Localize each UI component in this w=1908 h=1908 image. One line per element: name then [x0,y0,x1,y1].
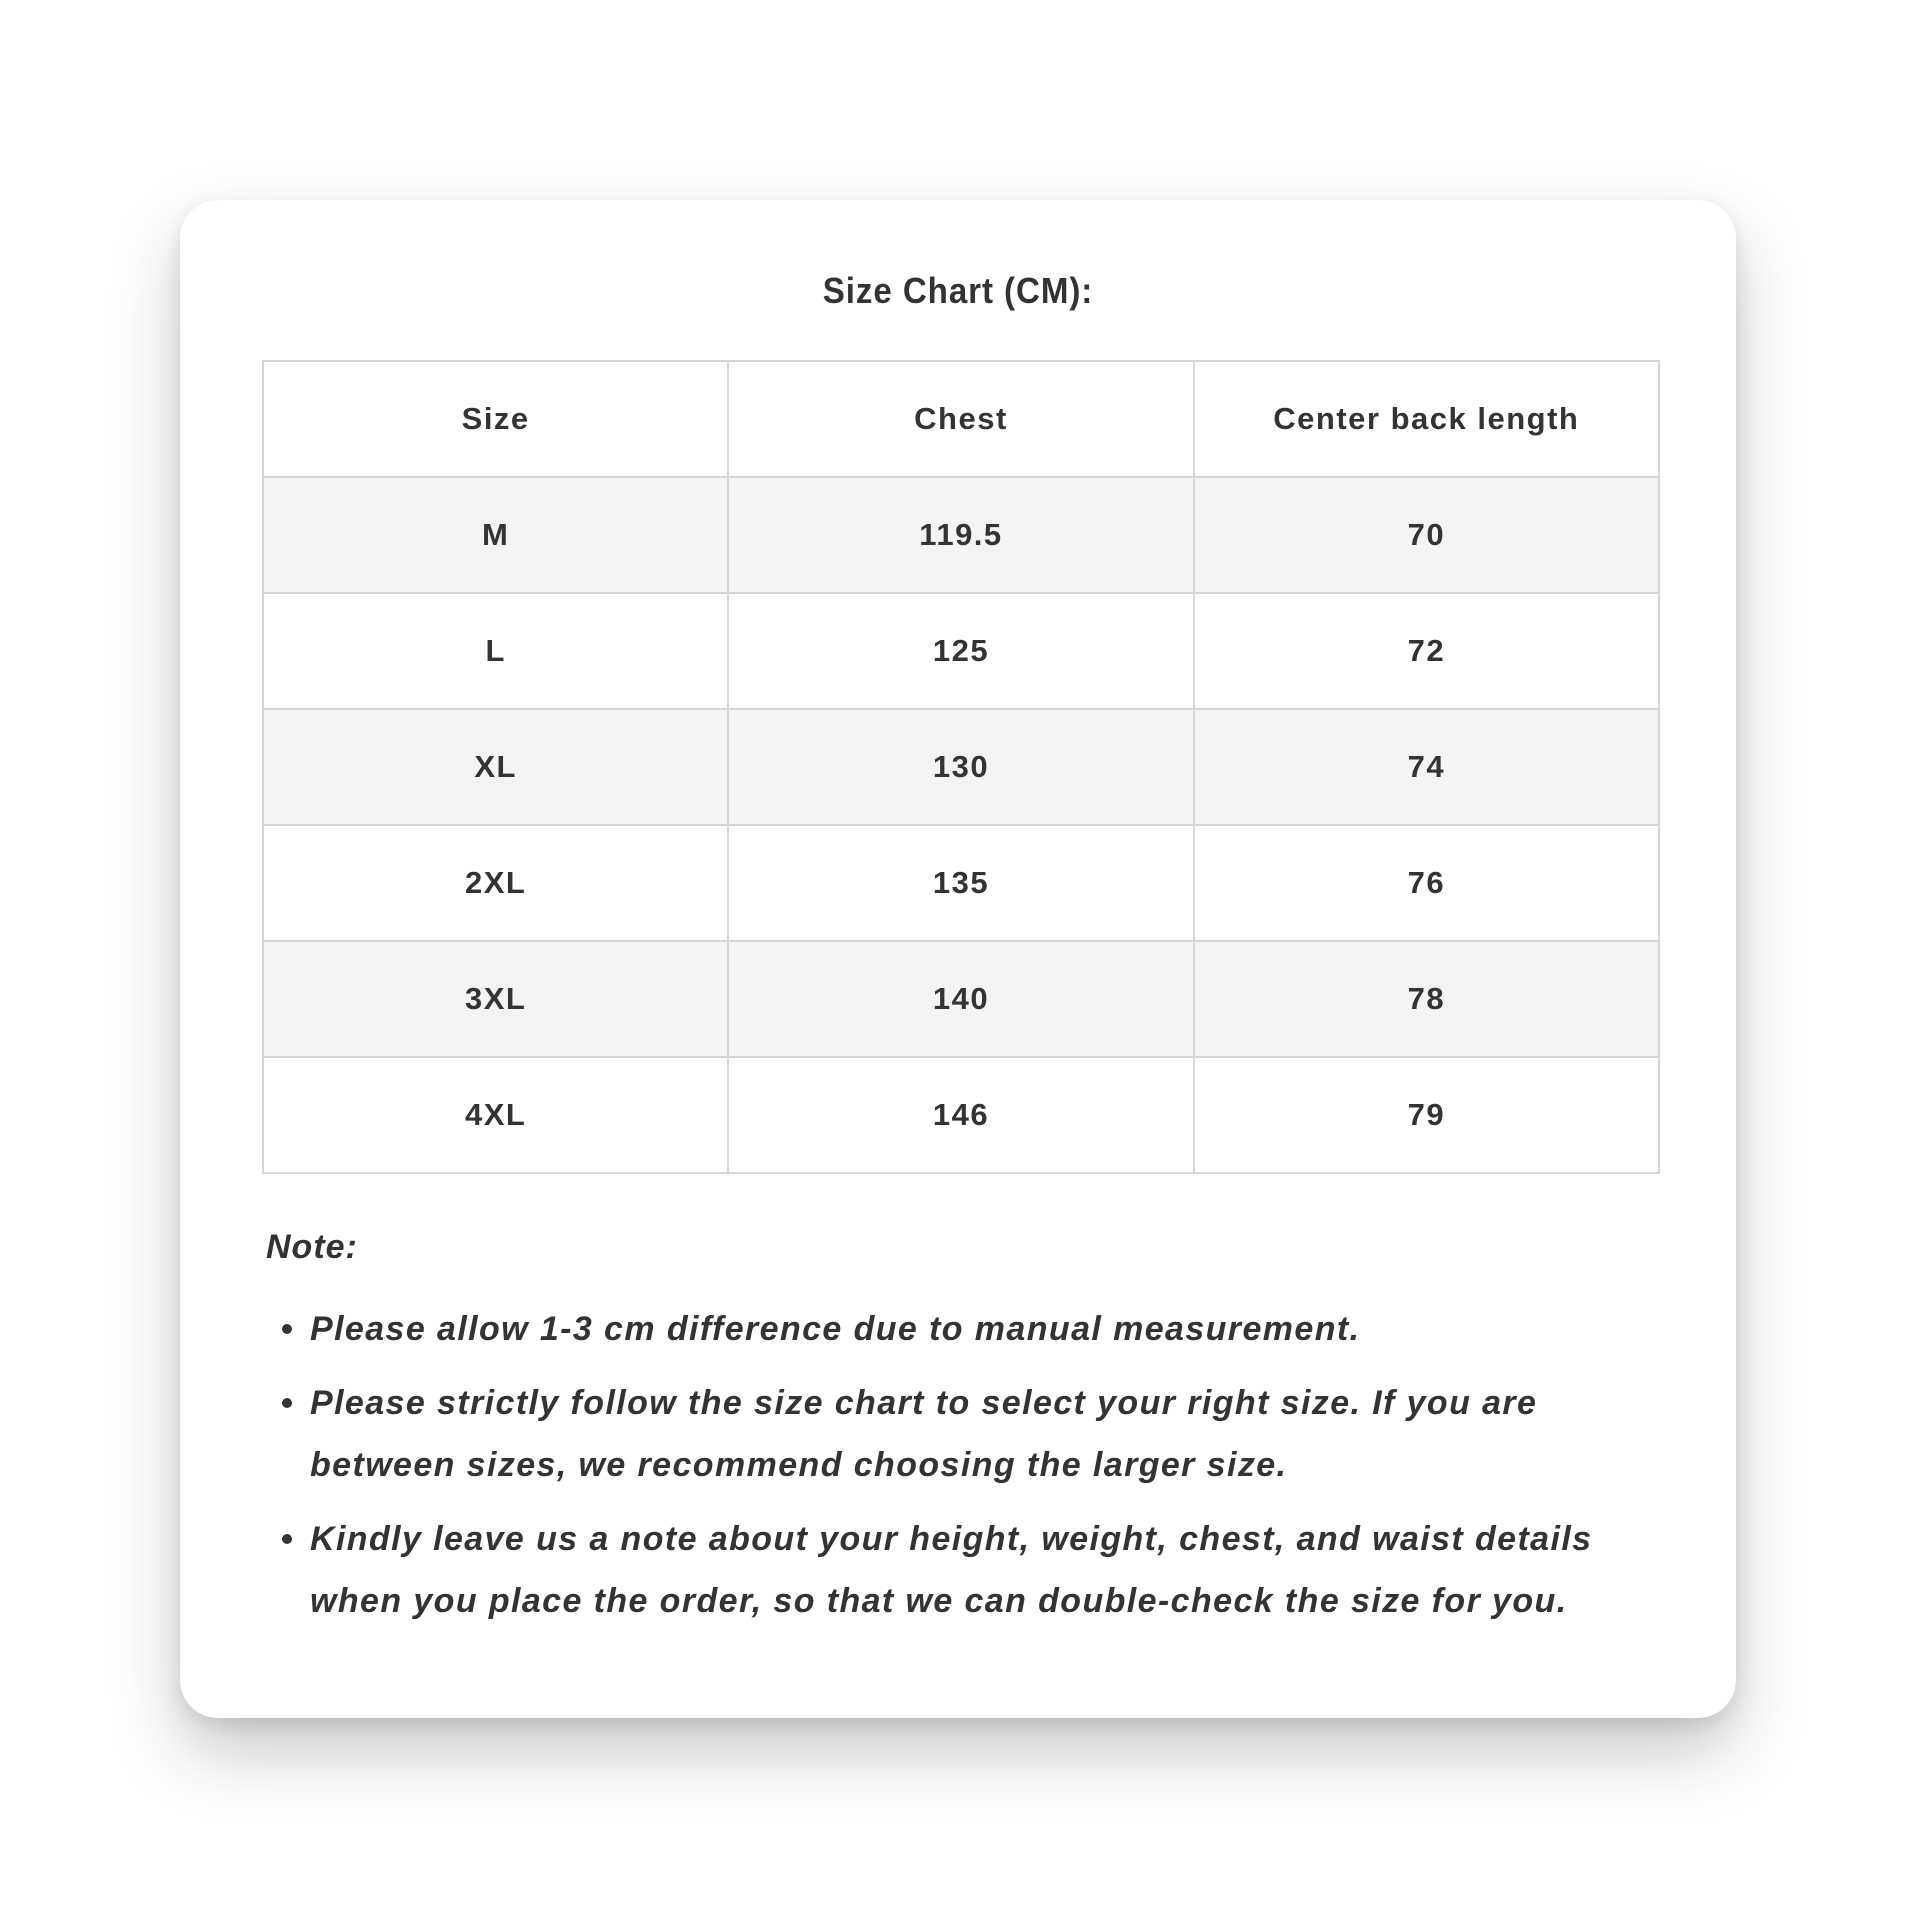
size-chart-card [180,200,1736,1718]
cell-size: 4XL [263,1057,728,1173]
cell-size: 3XL [263,941,728,1057]
cell-chest: 119.5 [728,477,1193,593]
cell-center-back-length: 74 [1194,709,1659,825]
note-item: Please strictly follow the size chart to select your right size. If you are between sizes, we recommend choosing the larger size. [310,1372,1690,1496]
table-row [263,477,1659,593]
cell-chest: 135 [728,825,1193,941]
page-title: Size Chart (CM): [822,270,1094,311]
note-heading: Note: [266,1228,358,1266]
header-chest: Chest [728,361,1193,477]
table-row [263,593,1659,709]
table-row [263,941,1659,1057]
header-size: Size [263,361,728,477]
cell-chest: 130 [728,709,1193,825]
cell-size: L [263,593,728,709]
table-header-row [263,361,1659,477]
table-row [263,825,1659,941]
cell-center-back-length: 76 [1194,825,1659,941]
table-row [263,709,1659,825]
cell-center-back-length: 78 [1194,941,1659,1057]
size-table [262,360,1660,1174]
note-item: Please allow 1-3 cm difference due to manual measurement. [310,1298,1690,1360]
cell-chest: 146 [728,1057,1193,1173]
header-center-back-length: Center back length [1194,361,1659,477]
cell-center-back-length: 72 [1194,593,1659,709]
cell-size: XL [263,709,728,825]
cell-size: M [263,477,728,593]
note-list [310,1298,1690,1644]
cell-size: 2XL [263,825,728,941]
cell-chest: 125 [728,593,1193,709]
cell-center-back-length: 70 [1194,477,1659,593]
table-row [263,1057,1659,1173]
cell-chest: 140 [728,941,1193,1057]
cell-center-back-length: 79 [1194,1057,1659,1173]
note-item: Kindly leave us a note about your height, weight, chest, and waist details when you place the order, so that we can double-check the size for you. [310,1508,1690,1632]
